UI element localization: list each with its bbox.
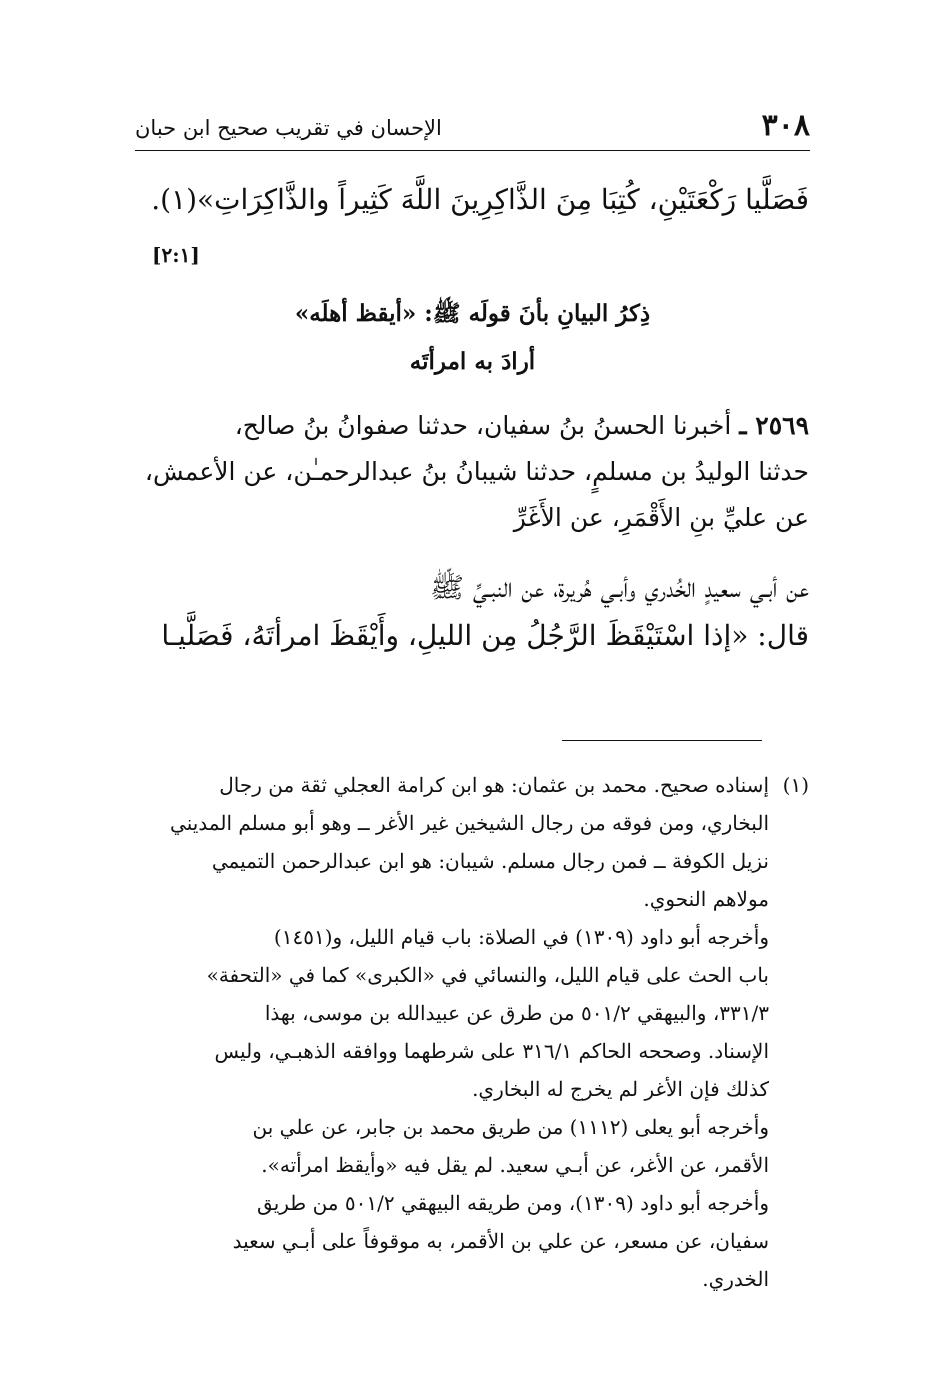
isnad-text-1: أخبرنا الحسنُ بنُ سفيان، حدثنا صفوانُ بنُ صالح، xyxy=(234,411,732,440)
chapter-heading-line-1: ذِكرُ البيانِ بأنَ قولَه ﷺ: «أيقظ أهلَه» xyxy=(294,300,651,327)
isnad-line-2: حدثنا الوليدُ بن مسلمٍ، حدثنا شيبانُ بنُ عبدالرحمـٰن، عن الأعمش، xyxy=(144,457,809,486)
footnote-line: الخدري. xyxy=(702,1267,769,1291)
footnote-line: الأقمر، عن الأغر، عن أبـي سعيد. لم يقل فيه «وأيقظ امرأته». xyxy=(261,1153,769,1177)
isnad-line-1 xyxy=(129,406,809,446)
footnote-line: ٣٣١/٣، والبيهقي ٥٠١/٢ من طرق عن عبيدالله بن موسى، بهذا xyxy=(264,1001,769,1025)
footnote-line: إسناده صحيح. محمد بن عثمان: هو ابن كرامة العجلي ثقة من رجال xyxy=(219,773,769,797)
footnote-line: باب الحث على قيام الليل، والنسائي في «الكبرى» كما في «التحفة» xyxy=(206,963,769,987)
footnote-line: وأخرجه أبو يعلى (١١١٢) من طريق محمد بن جابر، عن علي بن xyxy=(252,1115,769,1139)
footnote-line: وأخرجه أبو داود (١٣٠٩)، ومن طريقه البيهقي ٥٠١/٢ من طريق xyxy=(257,1191,769,1215)
running-title: الإحسان في تقريب صحيح ابن حبان xyxy=(135,116,442,140)
footnote-line: مولاهم النحوي. xyxy=(643,887,769,911)
page-number: ٣٠٨ xyxy=(761,108,810,143)
footnote-line: البخاري، ومن فوقه من رجال الشيخين غير الأغر ــ وهو أبو مسلم المديني xyxy=(170,811,769,835)
footnote-line: سفيان، عن مسعر، عن علي بن الأقمر، به موقوفاً على أبـي سعيد xyxy=(232,1229,769,1253)
matn-line-2: قال: «إذا اسْتَيْقَظَ الرَّجُلُ مِن الليلِ، وأَيْقَظَ امرأتَهُ، فَصَلَّيـا xyxy=(161,619,809,652)
footnote-line: الإسناد. وصححه الحاكم ٣١٦/١ على شرطهما ووافقه الذهبـي، وليس xyxy=(214,1039,769,1063)
continuation-text-line: فَصَلَّيا رَكْعَتَيْنِ، كُتِبَا مِنَ الذَّاكِرِينَ اللَّهَ كَثِيراً والذَّاكِرَاتِ»(١). xyxy=(151,183,809,216)
footnote-divider xyxy=(562,740,762,741)
chapter-heading-line-2: أرادَ به امرأتَه xyxy=(409,348,536,375)
footnote-line: نزيل الكوفة ــ فمن رجال مسلم. شيبان: هو ابن عبدالرحمن التميمي xyxy=(211,849,769,873)
hadith-number: ٢٥٦٩ ـ xyxy=(739,411,809,440)
footnote-marker: (١) xyxy=(782,773,809,797)
reference-tag: [٢:١] xyxy=(152,243,200,267)
isnad-line-3: عن عليِّ بنِ الأَقْمَرِ، عن الأَغَرِّ xyxy=(513,503,809,532)
matn-line-1: عن أبـي سعيدٍ الخُدري وأبـي هُريرة، عن النبـيِّ ﷺ xyxy=(430,571,809,604)
footnote-line: كذلك فإن الأغر لم يخرج له البخاري. xyxy=(472,1077,769,1101)
page-header xyxy=(135,108,810,150)
footnote-line: وأخرجه أبو داود (١٣٠٩) في الصلاة: باب قيام الليل، و(١٤٥١) xyxy=(273,925,769,949)
header-divider xyxy=(135,150,810,151)
